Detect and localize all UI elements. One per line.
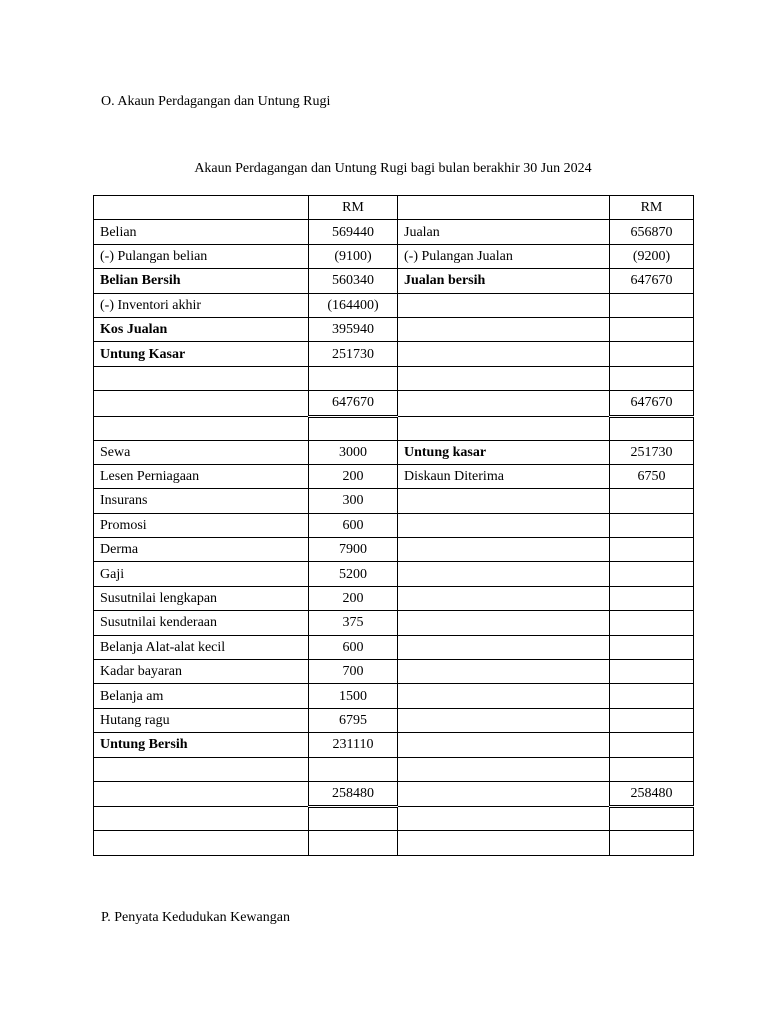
- trading-total-row: [94, 391, 694, 416]
- right-label: [398, 562, 610, 586]
- left-amount: 700: [309, 660, 398, 684]
- table-row: [94, 293, 694, 317]
- right-label: [398, 586, 610, 610]
- left-label: Untung Bersih: [94, 733, 309, 757]
- left-amount: 7900: [309, 538, 398, 562]
- right-label: [398, 611, 610, 635]
- left-label: Untung Kasar: [94, 342, 309, 366]
- table-row: [94, 513, 694, 537]
- blank-cell: [94, 781, 309, 806]
- left-label: Kos Jualan: [94, 317, 309, 341]
- right-amount: [610, 513, 694, 537]
- left-amount: (164400): [309, 293, 398, 317]
- table-row: [94, 269, 694, 293]
- blank-cell: [398, 391, 610, 416]
- right-amount: 656870: [610, 220, 694, 244]
- blank-cell: [94, 807, 309, 831]
- right-label: [398, 708, 610, 732]
- right-amount: [610, 562, 694, 586]
- right-label: Jualan: [398, 220, 610, 244]
- left-label: Insurans: [94, 489, 309, 513]
- right-label: [398, 489, 610, 513]
- right-amount: (9200): [610, 244, 694, 268]
- blank-cell: [398, 196, 610, 220]
- table-row: [94, 489, 694, 513]
- table-row: [94, 586, 694, 610]
- blank-cell: [610, 366, 694, 390]
- left-label: Belanja am: [94, 684, 309, 708]
- section-p-heading: P. Penyata Kedudukan Kewangan: [101, 910, 290, 925]
- trading-total-left: 647670: [309, 391, 398, 416]
- blank-cell: [398, 416, 610, 440]
- left-amount: 560340: [309, 269, 398, 293]
- left-label: Belian Bersih: [94, 269, 309, 293]
- right-amount: [610, 611, 694, 635]
- right-amount: [610, 684, 694, 708]
- blank-row: [94, 807, 694, 831]
- left-amount: 600: [309, 513, 398, 537]
- table-row: [94, 220, 694, 244]
- blank-cell: [94, 391, 309, 416]
- currency-right: RM: [610, 196, 694, 220]
- table-row: [94, 635, 694, 659]
- pl-total-left: 258480: [309, 781, 398, 806]
- left-label: Hutang ragu: [94, 708, 309, 732]
- trading-total-right: 647670: [610, 391, 694, 416]
- table-row: [94, 611, 694, 635]
- table-row: [94, 538, 694, 562]
- blank-cell: [94, 416, 309, 440]
- right-label: (-) Pulangan Jualan: [398, 244, 610, 268]
- right-label: [398, 635, 610, 659]
- right-label: [398, 293, 610, 317]
- right-amount: [610, 317, 694, 341]
- left-amount: 395940: [309, 317, 398, 341]
- right-label: [398, 660, 610, 684]
- blank-cell: [94, 757, 309, 781]
- table-row: [94, 708, 694, 732]
- right-amount: [610, 293, 694, 317]
- left-amount: 5200: [309, 562, 398, 586]
- table-row: [94, 342, 694, 366]
- left-amount: 375: [309, 611, 398, 635]
- right-label: [398, 733, 610, 757]
- right-amount: [610, 489, 694, 513]
- table-row: [94, 317, 694, 341]
- left-amount: 200: [309, 586, 398, 610]
- section-o-heading: O. Akaun Perdagangan dan Untung Rugi: [101, 94, 331, 109]
- blank-cell: [309, 757, 398, 781]
- blank-cell: [94, 831, 309, 855]
- left-amount: 231110: [309, 733, 398, 757]
- blank-cell: [309, 416, 398, 440]
- left-amount: 600: [309, 635, 398, 659]
- right-amount: [610, 733, 694, 757]
- left-label: Belanja Alat-alat kecil: [94, 635, 309, 659]
- right-label: [398, 513, 610, 537]
- table-row: [94, 440, 694, 464]
- blank-cell: [94, 196, 309, 220]
- pl-total-right: 258480: [610, 781, 694, 806]
- table-row: [94, 562, 694, 586]
- left-label: Sewa: [94, 440, 309, 464]
- blank-cell: [610, 416, 694, 440]
- left-amount: (9100): [309, 244, 398, 268]
- right-amount: 251730: [610, 440, 694, 464]
- left-amount: 1500: [309, 684, 398, 708]
- left-amount: 3000: [309, 440, 398, 464]
- left-label: Kadar bayaran: [94, 660, 309, 684]
- left-amount: 200: [309, 464, 398, 488]
- blank-row: [94, 366, 694, 390]
- blank-cell: [309, 366, 398, 390]
- left-label: (-) Inventori akhir: [94, 293, 309, 317]
- blank-cell: [398, 366, 610, 390]
- right-amount: [610, 342, 694, 366]
- right-label: [398, 538, 610, 562]
- left-amount: 6795: [309, 708, 398, 732]
- blank-cell: [610, 807, 694, 831]
- left-label: Susutnilai kenderaan: [94, 611, 309, 635]
- left-amount: 300: [309, 489, 398, 513]
- left-label: Lesen Perniagaan: [94, 464, 309, 488]
- blank-cell: [398, 831, 610, 855]
- left-label: Derma: [94, 538, 309, 562]
- right-label: Untung kasar: [398, 440, 610, 464]
- blank-cell: [309, 807, 398, 831]
- left-label: Gaji: [94, 562, 309, 586]
- right-amount: [610, 586, 694, 610]
- blank-cell: [398, 781, 610, 806]
- right-label: Diskaun Diterima: [398, 464, 610, 488]
- blank-row: [94, 831, 694, 855]
- right-amount: 6750: [610, 464, 694, 488]
- right-amount: [610, 538, 694, 562]
- blank-cell: [309, 831, 398, 855]
- right-label: [398, 317, 610, 341]
- blank-row: [94, 416, 694, 440]
- blank-cell: [94, 366, 309, 390]
- table-row: [94, 244, 694, 268]
- right-label: [398, 342, 610, 366]
- left-amount: 569440: [309, 220, 398, 244]
- right-label: Jualan bersih: [398, 269, 610, 293]
- table-row: [94, 464, 694, 488]
- right-amount: [610, 660, 694, 684]
- blank-row: [94, 757, 694, 781]
- right-label: [398, 684, 610, 708]
- header-row: [94, 196, 694, 220]
- table-row: [94, 660, 694, 684]
- left-label: (-) Pulangan belian: [94, 244, 309, 268]
- blank-cell: [398, 757, 610, 781]
- right-amount: 647670: [610, 269, 694, 293]
- right-amount: [610, 708, 694, 732]
- left-label: Belian: [94, 220, 309, 244]
- blank-cell: [610, 757, 694, 781]
- blank-cell: [398, 807, 610, 831]
- table-row: [94, 733, 694, 757]
- left-label: Promosi: [94, 513, 309, 537]
- currency-left: RM: [309, 196, 398, 220]
- income-statement-table: [93, 195, 694, 856]
- left-label: Susutnilai lengkapan: [94, 586, 309, 610]
- right-amount: [610, 635, 694, 659]
- blank-cell: [610, 831, 694, 855]
- left-amount: 251730: [309, 342, 398, 366]
- pl-total-row: [94, 781, 694, 806]
- table-title: Akaun Perdagangan dan Untung Rugi bagi bulan berakhir 30 Jun 2024: [194, 161, 592, 176]
- table-row: [94, 684, 694, 708]
